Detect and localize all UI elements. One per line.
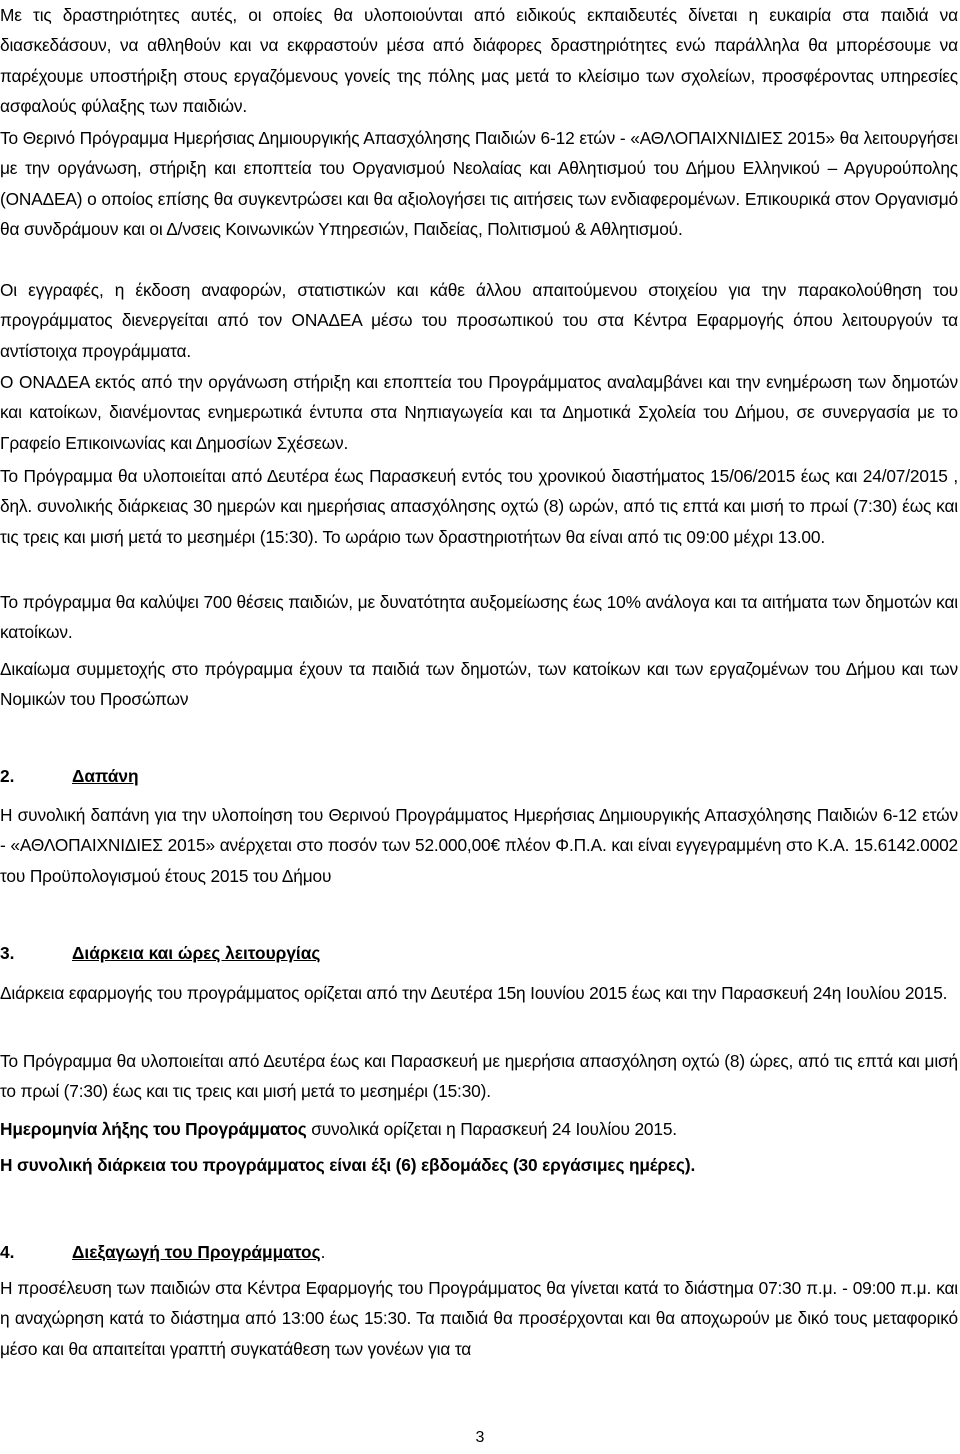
paragraph-end-date <box>0 1114 958 1144</box>
paragraph-total-duration: Η συνολική διάρκεια του προγράμματος είναι έξι (6) εβδομάδες (30 εργάσιμες ημέρες). <box>0 1155 696 1175</box>
paragraph-cost: Η συνολική δαπάνη για την υλοποίηση του Θερινού Προγράμματος Ημερήσιας Δημιουργικής Απασχόλησης Παιδιών 6-12 ετών - «ΑΘΛΟΠΑΙΧΝΙΔΙΕΣ 2015» ανέρχεται στο ποσόν των 52.000,00€ πλέον Φ.Π.Α. και είναι εγγεγραμμένη στο Κ.Α. 15.6142.0002 του Προϋπολογισμού έτους 2015 του Δήμου <box>0 805 958 886</box>
section-title: Διάρκεια και ώρες λειτουργίας <box>72 943 321 963</box>
end-date-label: Ημερομηνία λήξης του Προγράμματος <box>0 1119 307 1139</box>
paragraph-capacity: Το πρόγραμμα θα καλύψει 700 θέσεις παιδιών, με δυνατότητα αυξομείωσης έως 10% ανάλογα και τα αιτήματα των δημοτών και κατοίκων. <box>0 592 958 643</box>
paragraph-onadea-info: Ο ΟΝΑΔΕΑ εκτός από την οργάνωση στήριξη και εποπτεία του Προγράμματος αναλαμβάνει και την ενημέρωση των δημοτών και κατοίκων, διανέμοντας ενημερωτικά έντυπα στα Νηπιαγωγεία και τα Δημοτικά Σχολεία του Δήμου, σε συνεργασία με το Γραφείο Επικοινωνίας και Δημοσίων Σχέσεων. <box>0 372 958 453</box>
paragraph-program-organization: Το Θερινό Πρόγραμμα Ημερήσιας Δημιουργικής Απασχόλησης Παιδιών 6-12 ετών - «ΑΘΛΟΠΑΙΧΝΙΔΙΕΣ 2015» θα λειτουργήσει με την οργάνωση, στήριξη και εποπτεία του Οργανισμού Νεολαίας και Αθλητισμού του Δήμου Ελληνικού – Αργυρούπολης (ΟΝΑΔΕΑ) ο οποίος επίσης θα συγκεντρώσει και θα αξιολογήσει τις αιτήσεις των ενδιαφερομένων. Επικουρικά στον Οργανισμό θα συνδράμουν και οι Δ/νσεις Κοινωνικών Υπηρεσιών, Παιδείας, Πολιτισμού & Αθλητισμού. <box>0 128 958 240</box>
section-heading-cost <box>0 761 958 791</box>
section-title-period: . <box>320 1242 326 1262</box>
section-heading-duration <box>0 938 958 968</box>
section-title: Δαπάνη <box>72 766 139 786</box>
paragraph-duration: Διάρκεια εφαρμογής του προγράμματος ορίζεται από την Δευτέρα 15η Ιουνίου 2015 έως και την Παρασκευή 24η Ιουλίου 2015. <box>0 983 948 1003</box>
end-date-text: συνολικά ορίζεται η Παρασκευή 24 Ιουλίου 2015. <box>306 1119 677 1139</box>
section-number: 2. <box>0 766 15 786</box>
paragraph-activities-intro: Με τις δραστηριότητες αυτές, οι οποίες θα υλοποιούνται από ειδικούς εκπαιδευτές δίνεται η ευκαιρία στα παιδιά να διασκεδάσουν, να αθληθούν και να εκφραστούν μέσα από διάφορες δραστηριότητες ενώ παράλληλα θα μπορέσουμε να παρέχουμε υποστήριξη στους εργαζόμενους γονείς της πόλης μας μετά το κλείσιμο των σχολείων, προσφέροντας υπηρεσίες ασφαλούς φύλαξης των παιδιών. <box>0 5 958 117</box>
section-heading-conduct <box>0 1237 958 1267</box>
page-number: 3 <box>475 1429 485 1446</box>
section-number: 4. <box>0 1242 15 1262</box>
paragraph-eligibility: Δικαίωμα συμμετοχής στο πρόγραμμα έχουν τα παιδιά των δημοτών, των κατοίκων και των εργαζομένων του Δήμου και των Νομικών του Προσώπων <box>0 659 958 710</box>
paragraph-registrations: Οι εγγραφές, η έκδοση αναφορών, στατιστικών και κάθε άλλου απαιτούμενου στοιχείου για την παρακολούθηση του προγράμματος διενεργείται από τον ΟΝΑΔΕΑ μέσω του προσωπικού του στα Κέντρα Εφαρμογής όπου λειτουργούν τα αντίστοιχα προγράμματα. <box>0 280 958 361</box>
section-number: 3. <box>0 943 15 963</box>
paragraph-arrival-departure: Η προσέλευση των παιδιών στα Κέντρα Εφαρμογής του Προγράμματος θα γίνεται κατά το διάστημα 07:30 π.μ. - 09:00 π.μ. και η αναχώρηση κατά το διάστημα από 13:00 έως 15:30. Τα παιδιά θα προσέρχονται και θα αποχωρούν με δικό τους μεταφορικό μέσο και θα απαιτείται γραπτή συγκατάθεση των γονέων για τα <box>0 1278 958 1359</box>
paragraph-schedule: Το Πρόγραμμα θα υλοποιείται από Δευτέρα έως Παρασκευή εντός του χρονικού διαστήματος 15/06/2015 έως και 24/07/2015 , δηλ. συνολικής διάρκειας 30 ημερών και ημερήσιας απασχόλησης οχτώ (8) ωρών, από τις επτά και μισή το πρωί (7:30) έως και τις τρεις και μισή μετά το μεσημέρι (15:30). Το ωράριο των δραστηριοτήτων θα είναι από τις 09:00 μέχρι 13.00. <box>0 466 958 547</box>
section-title: Διεξαγωγή του Προγράμματος <box>72 1242 321 1262</box>
paragraph-daily-hours: Το Πρόγραμμα θα υλοποιείται από Δευτέρα έως και Παρασκευή με ημερήσια απασχόληση οχτώ (8) ώρες, από τις επτά και μισή το πρωί (7:30) έως και τις τρεις και μισή μετά το μεσημέρι (15:30). <box>0 1051 958 1102</box>
